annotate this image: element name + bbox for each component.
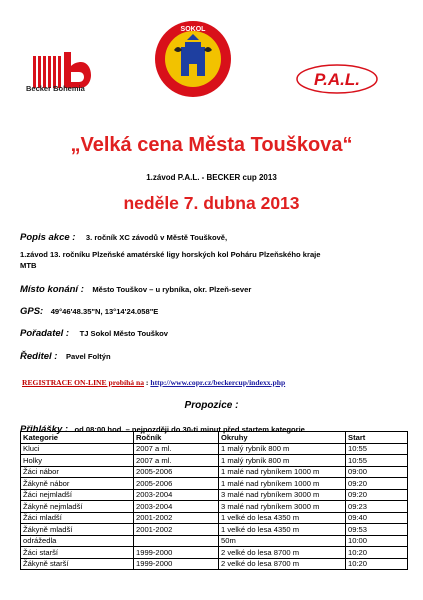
- table-row: [21, 466, 408, 478]
- cell-rocnik: 2001-2002: [134, 512, 219, 524]
- table-row: [21, 455, 408, 467]
- pal-logo: [296, 64, 378, 94]
- header-start: Start: [346, 432, 408, 444]
- cell-rocnik: 2003-2004: [134, 501, 219, 513]
- table-row: [21, 478, 408, 490]
- page-title: „Velká cena Města Touškova“: [70, 134, 353, 156]
- cell-okruhy: 1 malý rybník 800 m: [219, 443, 346, 455]
- header-okruhy: Okruhy: [219, 432, 346, 444]
- registrace-label: REGISTRACE ON-LINE probíhá na: [22, 378, 145, 387]
- cell-kategorie: Holky: [21, 455, 134, 467]
- propozice-heading: Propozice :: [184, 400, 239, 411]
- reditel-row: [20, 346, 111, 364]
- table-row: [21, 547, 408, 559]
- cell-start: 09:40: [346, 512, 408, 524]
- cell-okruhy: 2 velké do lesa 8700 m: [219, 547, 346, 559]
- cell-rocnik: 1999-2000: [134, 547, 219, 559]
- cell-rocnik: 2007 a ml.: [134, 455, 219, 467]
- table-header-row: [21, 432, 408, 444]
- poradatel-row: [20, 323, 168, 341]
- cell-start: 10:20: [346, 547, 408, 559]
- table-row: [21, 443, 408, 455]
- registrace-line: [22, 378, 285, 387]
- cell-okruhy: 1 malé nad rybníkem 1000 m: [219, 478, 346, 490]
- cell-kategorie: Žáci mladší: [21, 512, 134, 524]
- registrace-link[interactable]: http://www.copr.cz/beckercup/indexx.php: [150, 378, 286, 387]
- cell-kategorie: Žákyně nejmladší: [21, 501, 134, 513]
- cell-kategorie: Žákyně mladší: [21, 524, 134, 536]
- table-row: [21, 524, 408, 536]
- header-kategorie: Kategorie: [21, 432, 134, 444]
- becker-bohemia-label: Becker Bohemia: [26, 84, 85, 93]
- table-row: [21, 501, 408, 513]
- event-date: neděle 7. dubna 2013: [123, 193, 300, 213]
- table-row: [21, 558, 408, 570]
- prihlasky-text: od 08:00 hod. – nejpozději do 30-ti minut před startem kategorie: [74, 425, 305, 434]
- gps-label: GPS:: [20, 306, 44, 317]
- sokol-label: SOKOL: [180, 26, 206, 33]
- gps-row: [20, 301, 158, 319]
- table-row: [21, 512, 408, 524]
- prihlasky-label: Přihlášky :: [20, 424, 69, 435]
- cell-kategorie: Žákyně starší: [21, 558, 134, 570]
- poradatel-text: TJ Sokol Město Touškov: [79, 329, 169, 338]
- cell-okruhy: 1 malý rybník 800 m: [219, 455, 346, 467]
- reditel-label: Ředitel :: [20, 351, 58, 362]
- cell-rocnik: [134, 535, 219, 547]
- cell-start: 09:53: [346, 524, 408, 536]
- popis-akce-text: 3. ročník XC závodů v Městě Touškově,: [85, 233, 228, 242]
- categories-table: [20, 431, 408, 570]
- cell-okruhy: 2 velké do lesa 8700 m: [219, 558, 346, 570]
- cell-kategorie: odrážedla: [21, 535, 134, 547]
- misto-konani-row: [20, 279, 251, 297]
- cell-rocnik: 2005-2006: [134, 478, 219, 490]
- popis-akce-line3: MTB: [20, 261, 37, 270]
- cell-start: 10:55: [346, 443, 408, 455]
- misto-konani-text: Město Touškov – u rybníka, okr. Plzeň-sever: [92, 285, 252, 294]
- gps-text: 49°46'48.35"N, 13°14'24.058"E: [50, 307, 159, 316]
- cell-okruhy: 1 velké do lesa 4350 m: [219, 524, 346, 536]
- cell-kategorie: Žáci starší: [21, 547, 134, 559]
- cell-rocnik: 2007 a ml.: [134, 443, 219, 455]
- cell-start: 09:20: [346, 489, 408, 501]
- header-rocnik: Ročník: [134, 432, 219, 444]
- subtitle: 1.závod P.A.L. - BECKER cup 2013: [146, 173, 277, 182]
- cell-kategorie: Žáci nejmladší: [21, 489, 134, 501]
- popis-akce-row: [20, 227, 227, 245]
- reditel-text: Pavel Foltýn: [65, 352, 111, 361]
- popis-akce-line2: 1.závod 13. ročníku Plzeňské amatérské ligy horských kol Poháru Plzeňského kraje: [20, 250, 321, 259]
- popis-akce-label: Popis akce :: [20, 232, 76, 243]
- misto-konani-label: Místo konání :: [20, 284, 84, 295]
- cell-okruhy: 1 velké do lesa 4350 m: [219, 512, 346, 524]
- cell-kategorie: Kluci: [21, 443, 134, 455]
- cell-start: 09:20: [346, 478, 408, 490]
- pal-label: P.A.L.: [314, 70, 360, 89]
- cell-start: 10:55: [346, 455, 408, 467]
- registrace-separator: :: [144, 378, 151, 387]
- table-row: [21, 489, 408, 501]
- cell-okruhy: 3 malé nad rybníkem 3000 m: [219, 501, 346, 513]
- cell-rocnik: 2003-2004: [134, 489, 219, 501]
- cell-okruhy: 50m: [219, 535, 346, 547]
- cell-okruhy: 1 malé nad rybníkem 1000 m: [219, 466, 346, 478]
- cell-okruhy: 3 malé nad rybníkem 3000 m: [219, 489, 346, 501]
- poradatel-label: Pořadatel :: [20, 328, 70, 339]
- sokol-emblem-logo: [154, 20, 232, 98]
- cell-start: 09:23: [346, 501, 408, 513]
- cell-rocnik: 2005-2006: [134, 466, 219, 478]
- cell-start: 10:20: [346, 558, 408, 570]
- cell-start: 09:00: [346, 466, 408, 478]
- cell-start: 10:00: [346, 535, 408, 547]
- cell-kategorie: Žáci nábor: [21, 466, 134, 478]
- cell-rocnik: 2001-2002: [134, 524, 219, 536]
- cell-kategorie: Žákyně nábor: [21, 478, 134, 490]
- table-row: [21, 535, 408, 547]
- cell-rocnik: 1999-2000: [134, 558, 219, 570]
